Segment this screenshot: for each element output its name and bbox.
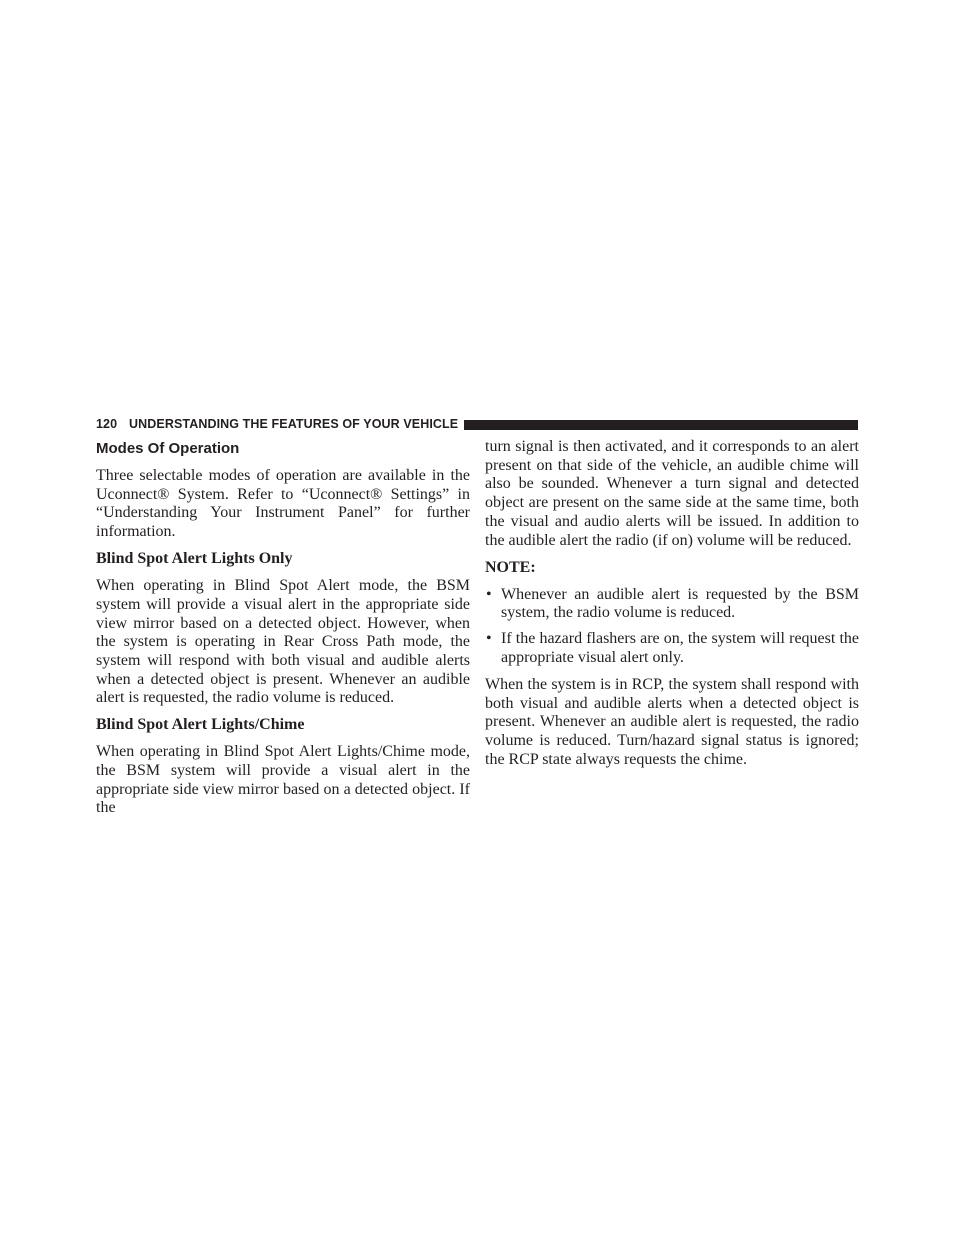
page-header bbox=[96, 416, 858, 434]
running-title: UNDERSTANDING THE FEATURES OF YOUR VEHICLE bbox=[129, 417, 459, 431]
subheading-lights-only: Blind Spot Alert Lights Only bbox=[96, 550, 293, 568]
rcp-paragraph: When the system is in RCP, the system shall respond with both visual and audible alerts when a detected object is present. Whenever an audible alert is requested, the radio volume is reduced. Turn/hazard signal status is ignored; the RCP state always requests the chime. bbox=[485, 675, 859, 768]
continued-paragraph: turn signal is then activated, and it corresponds to an alert present on that side of the vehicle, an audible chime will also be sounded. Whenever a turn signal and detected object are present on the same side at the same time, both the visual and audio alerts will be issued. In addition to the audible alert the radio (if on) volume will be reduced. bbox=[485, 438, 859, 549]
page-number: 120 bbox=[96, 417, 118, 431]
list-item bbox=[485, 630, 859, 667]
intro-paragraph: Three selectable modes of operation are available in the Uconnect® System. Refer to “Uconnect® Settings” in “Understanding Your Instrument Panel” for further information. bbox=[96, 467, 470, 541]
note-label: NOTE: bbox=[485, 558, 536, 576]
bullet-text: If the hazard flashers are on, the system will request the appropriate visual alert only. bbox=[501, 630, 859, 666]
left-column bbox=[96, 437, 470, 826]
lights-only-paragraph: When operating in Blind Spot Alert mode, the BSM system will provide a visual alert in the appropriate side view mirror based on a detected object. However, when the system is operating in Rear Cross Path mode, the system will respond with both visual and audible alerts when a detected object is present. Whenever an audible alert is requested, the radio volume is reduced. bbox=[96, 577, 470, 707]
section-title: Modes Of Operation bbox=[96, 440, 240, 457]
bullet-icon: • bbox=[486, 585, 492, 603]
bullet-text: Whenever an audible alert is requested by the BSM system, the radio volume is reduced. bbox=[501, 585, 859, 622]
header-rule-bar bbox=[464, 420, 858, 430]
lights-chime-paragraph: When operating in Blind Spot Alert Lights/Chime mode, the BSM system will provide a visual alert in the appropriate side view mirror based on a detected object. If the bbox=[96, 743, 470, 817]
note-bullet-list bbox=[485, 586, 859, 668]
right-column bbox=[485, 438, 859, 778]
subheading-lights-chime: Blind Spot Alert Lights/Chime bbox=[96, 716, 305, 734]
list-item bbox=[485, 586, 859, 623]
bullet-icon: • bbox=[486, 630, 492, 648]
